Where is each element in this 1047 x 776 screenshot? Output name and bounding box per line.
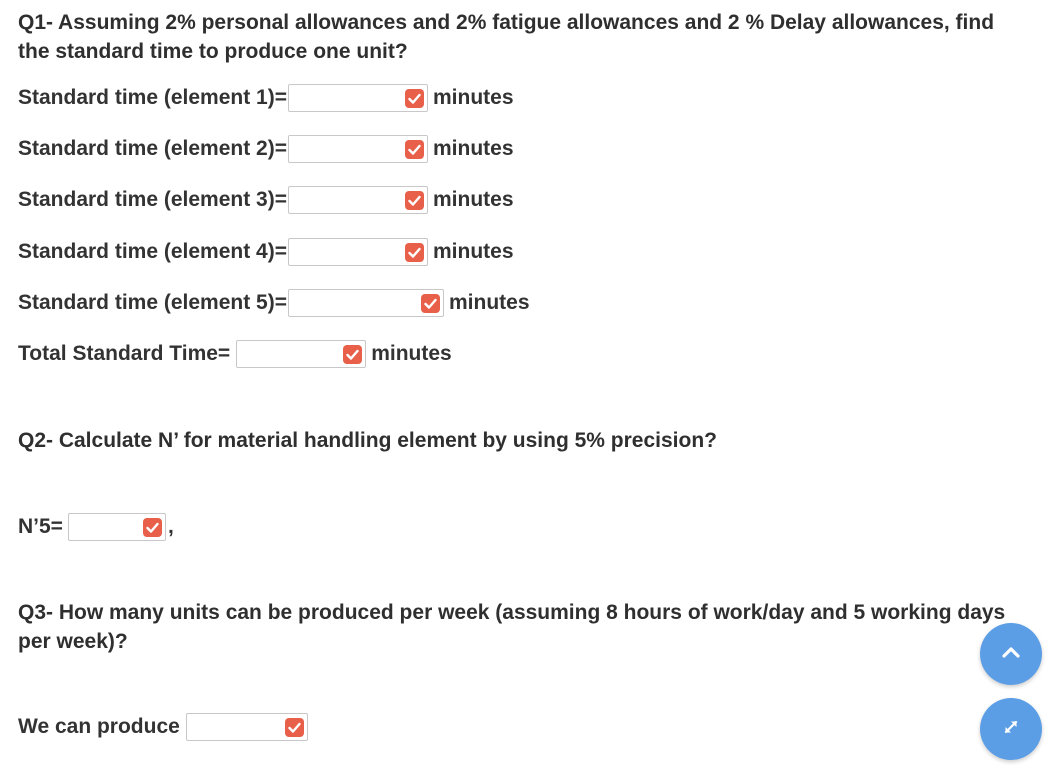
- units-per-week-input[interactable]: [187, 715, 281, 741]
- q1-row-total: [18, 338, 452, 370]
- n-prime-5-label: N’5=: [18, 515, 63, 538]
- answer-box: [288, 135, 428, 163]
- q3-row: [18, 711, 308, 743]
- answer-box: [288, 238, 428, 266]
- checkmark-icon[interactable]: [421, 294, 440, 313]
- q1-row-element-5: [18, 287, 530, 319]
- checkmark-icon[interactable]: [143, 518, 162, 537]
- total-standard-time-label: Total Standard Time=: [18, 342, 231, 365]
- answer-box: [288, 289, 444, 317]
- unit-label: minutes: [449, 291, 530, 314]
- standard-time-element-1-input[interactable]: [289, 86, 401, 112]
- q1-row-element-3: [18, 184, 514, 216]
- q1-row-label: Standard time (element 4)=: [18, 240, 287, 263]
- expand-arrows-icon: [1001, 717, 1021, 742]
- q1-row-element-1: [18, 82, 514, 114]
- unit-label: minutes: [433, 240, 514, 263]
- checkmark-icon[interactable]: [285, 718, 304, 737]
- checkmark-icon[interactable]: [405, 89, 424, 108]
- chevron-up-icon: [1001, 645, 1021, 664]
- answer-box: [288, 186, 428, 214]
- standard-time-element-3-input[interactable]: [289, 188, 401, 214]
- question-2-text: Q2- Calculate N’ for material handling element by using 5% precision?: [18, 429, 717, 452]
- answer-box: [68, 513, 166, 541]
- answer-box: [236, 340, 366, 368]
- we-can-produce-label: We can produce: [18, 715, 180, 738]
- q1-row-element-4: [18, 236, 514, 268]
- answer-box: [186, 713, 308, 741]
- scroll-to-top-button[interactable]: [980, 623, 1042, 685]
- unit-label: minutes: [433, 86, 514, 109]
- answer-box: [288, 84, 428, 112]
- checkmark-icon[interactable]: [405, 140, 424, 159]
- q1-row-label: Standard time (element 5)=: [18, 291, 287, 314]
- q1-row-label: Standard time (element 3)=: [18, 188, 287, 211]
- unit-label: minutes: [433, 137, 514, 160]
- standard-time-element-5-input[interactable]: [289, 291, 417, 317]
- standard-time-element-2-input[interactable]: [289, 137, 401, 163]
- expand-button[interactable]: [980, 698, 1042, 760]
- standard-time-element-4-input[interactable]: [289, 240, 401, 266]
- unit-label: minutes: [371, 342, 452, 365]
- q1-row-element-2: [18, 133, 514, 165]
- question-1-text: Q1- Assuming 2% personal allowances and 2% fatigue allowances and 2 % Delay allowances, find the standard time to produce one unit?: [18, 11, 995, 63]
- comma-suffix: ,: [167, 515, 174, 538]
- q2-row: [18, 511, 174, 543]
- checkmark-icon[interactable]: [405, 191, 424, 210]
- question-3-text: Q3- How many units can be produced per week (assuming 8 hours of work/day and 5 working days per week)?: [18, 601, 1006, 653]
- q1-row-label: Standard time (element 2)=: [18, 137, 287, 160]
- n-prime-5-input[interactable]: [69, 515, 139, 541]
- total-standard-time-input[interactable]: [237, 342, 339, 368]
- q1-row-label: Standard time (element 1)=: [18, 86, 287, 109]
- checkmark-icon[interactable]: [405, 243, 424, 262]
- unit-label: minutes: [433, 188, 514, 211]
- checkmark-icon[interactable]: [343, 345, 362, 364]
